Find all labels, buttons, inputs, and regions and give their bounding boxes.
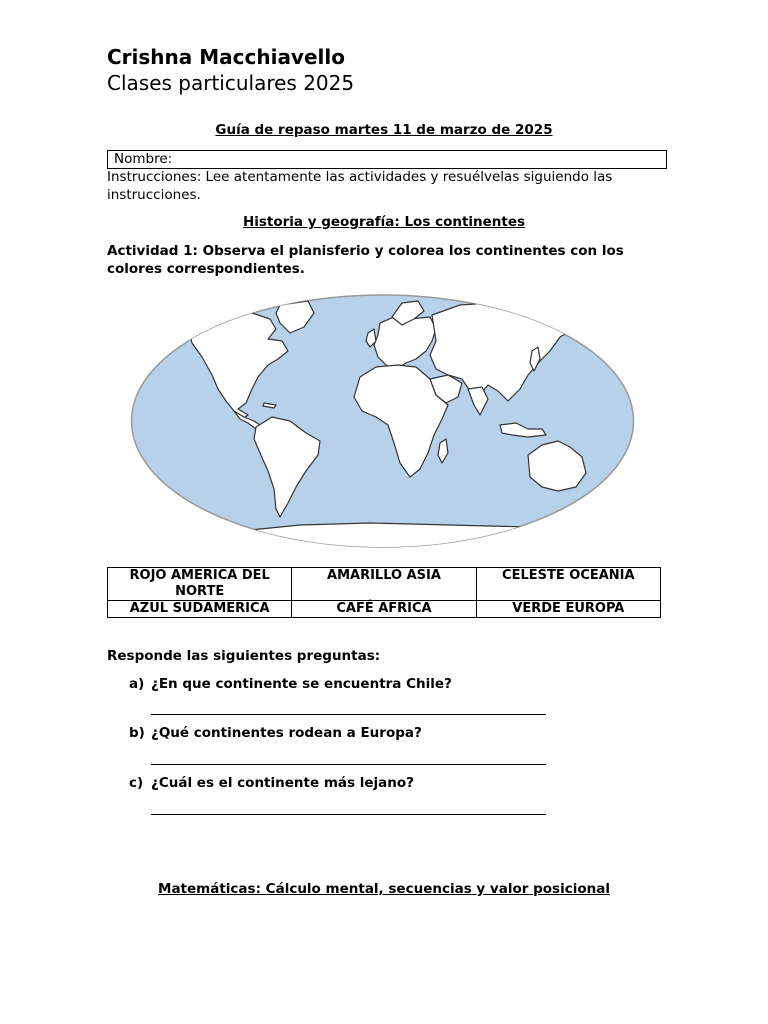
- question-letter: b): [129, 725, 145, 741]
- author-name: Crishna Macchiavello: [107, 45, 345, 69]
- section-math-title: Matemáticas: Cálculo mental, secuencias y valor posicional: [158, 881, 610, 897]
- questions-title: Responde las siguientes preguntas:: [107, 648, 381, 664]
- answer-line[interactable]: [151, 714, 546, 715]
- guide-title: Guía de repaso martes 11 de marzo de 2025: [215, 122, 553, 138]
- color-cell: CAFÉ AFRICA: [292, 601, 476, 618]
- color-cell: VERDE EUROPA: [476, 601, 660, 618]
- name-label: Nombre:: [114, 151, 173, 167]
- question-item: [129, 724, 422, 742]
- question-text: ¿En que continente se encuentra Chile?: [151, 676, 452, 692]
- color-cell: ROJO AMERICA DEL NORTE: [108, 568, 292, 601]
- color-cell: AZUL SUDAMERICA: [108, 601, 292, 618]
- instructions-text: Instrucciones: Lee atentamente las actividades y resuélvelas siguiendo las instrucciones.: [107, 169, 613, 203]
- new-zealand-shape: [598, 483, 608, 505]
- class-subtitle: Clases particulares 2025: [107, 71, 355, 95]
- answer-line[interactable]: [151, 814, 546, 815]
- section-history-title: Historia y geografía: Los continentes: [242, 214, 526, 230]
- color-cell: AMARILLO ASIA: [292, 568, 476, 601]
- name-field[interactable]: [107, 150, 667, 169]
- question-letter: a): [129, 676, 145, 692]
- table-row: [108, 601, 661, 618]
- antarctica-shape: [130, 523, 635, 549]
- answer-line[interactable]: [151, 764, 546, 765]
- world-map: [130, 293, 635, 549]
- table-row: [108, 568, 661, 601]
- question-item: [129, 675, 452, 693]
- color-key-table: [107, 567, 661, 618]
- question-letter: c): [129, 775, 144, 791]
- activity-1-text: Actividad 1: Observa el planisferio y colorea los continentes con los colores correspondientes.: [107, 243, 624, 277]
- color-cell: CELESTE OCEANIA: [476, 568, 660, 601]
- question-text: ¿Qué continentes rodean a Europa?: [151, 725, 422, 741]
- question-text: ¿Cuál es el continente más lejano?: [151, 775, 414, 791]
- question-item: [129, 774, 414, 792]
